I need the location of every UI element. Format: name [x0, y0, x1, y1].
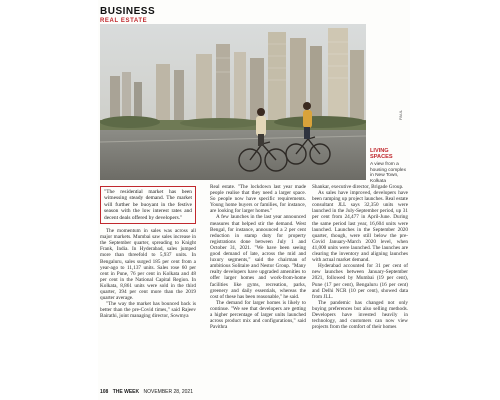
- page-number: 108: [100, 389, 109, 395]
- text-column-1: [100, 184, 196, 319]
- section-title: BUSINESS: [100, 6, 156, 17]
- paragraph: Hyderabad accounted for 31 per cent of new launches between January-September 2021, followed by Mumbai (19 per cent), Pune (17 per cent), Bengaluru (16 per cent) and Delhi NCR (10 per cent), showed data from JLL.: [312, 263, 408, 300]
- paragraph: Shankar, executive director, Brigade Group.: [312, 184, 404, 190]
- section-subtitle: REAL ESTATE: [100, 18, 148, 24]
- page-footer: [100, 389, 193, 395]
- magazine-page: [98, 0, 410, 400]
- text-column-3: [312, 184, 408, 330]
- paragraph: The demand for larger homes is likely to continue. "We see that developers are getting a higher percentage of larger units launched across product mix and configurations," said Pavithra: [210, 299, 306, 331]
- paragraph: "The way the market has bounced back is better than the pre-Covid times," said Rajeev Bairathi, joint managing director, Sowmya: [100, 301, 196, 320]
- photo-credit: PAUL: [398, 109, 403, 120]
- paragraph: As sales have improved, developers have been ramping up project launches. Real estate consultant JLL says 32,350 units were launched in the July-September period, up 31 per cent from 24,477 in April-June. During the same period last year, 16,604 units were launched. Launches in the September 2020 quarter, though, were still below the pre-Covid January-March 2020 level, when 41,000 units were launched. The launches are clearing the inventory and aligning launches with actual market demand.: [312, 190, 408, 264]
- paragraph: Real estate. "The lockdown last year made people realise that they need a larger space. So people now have specific requirements. Young home buyers or families, for instance, are looking for larger homes.": [210, 184, 306, 215]
- issue-date: NOVEMBER 28, 2021: [143, 389, 193, 395]
- pull-quote: "The residential market has been witnessing steady demand. The market will further be buoyant in the festive season with the low interest rates and decent deals offered by developers.": [100, 186, 196, 224]
- photo-caption: [370, 148, 410, 184]
- paragraph: The pandemic has changed not only buying preferences but also selling methods. Developers have invested heavily in technology, and customers can now view projects from the comfort of their homes: [312, 299, 408, 331]
- paragraph: The momentum in sales was across all major markets. Mumbai saw sales increase in the September quarter, spreading to Knight Frank, India. In Hyderabad, sales jumped more than threefold to 5,937 units. In Bengaluru, sales surged 185 per cent from a year-ago to 11,137 units. Sales rose 60 per cent in Pune, 76 per cent in Kolkata and 48 per cent in the National Capital Region. In Kolkata, 8,861 units were sold in the third quarter, 394 per cent more than the 2019 quarter average.: [100, 228, 196, 302]
- caption-title: LIVING SPACES: [370, 148, 393, 160]
- city-photo: [100, 24, 366, 180]
- magazine-name: THE WEEK: [112, 389, 140, 395]
- caption-text: A view from a housing complex in New Town, Kolkata: [370, 162, 406, 184]
- text-column-2: [210, 184, 306, 330]
- paragraph: A few launches in the last year announced measures that helped stir the demand. West Bengal, for instance, announced a 2 per cent reduction in stamp duty for property registrations done between July 1 and October 31, 2021. "We have been seeing good demand of late, across the mid and luxury segments," said the chairman of ambitious Solitaire and Nestor Group. "Many realty developers have upgraded amenities to offer larger homes and work-from-home facilities like gyms, recreation, parks, greenery and daily essentials, whereas the cost of these has been reasonable," he said.: [210, 214, 306, 300]
